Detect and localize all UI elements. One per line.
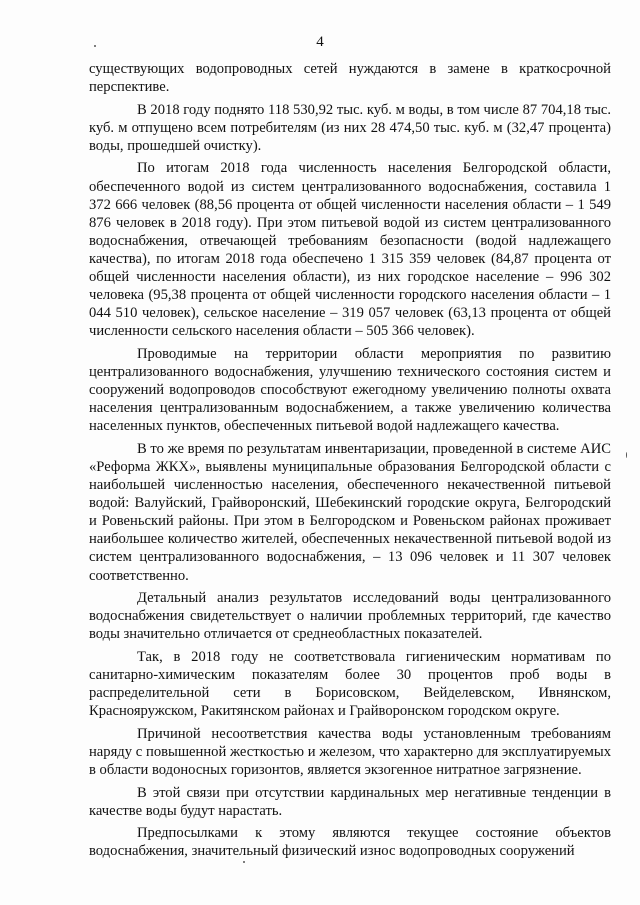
paragraph-inventory-results: В то же время по результатам инвентаризации, проведенной в системе АИС «Реформа ЖКХ», выявлены муниципальные образования Белгородской области с наибольшей численностью населения, обеспеченного некачественной питьевой водой: Валуйский, Грайворонский, Шебекинский городские округа, Белгородский и Ровеньский районы. При этом в Белгородском и Ровеньском районах проживает наибольшее количество жителей, обеспеченных некачественной питьевой водой из систем централизованного водоснабжения, – 13 096 человек и 11 307 человек соответственно. [89, 440, 611, 584]
scan-speck [94, 45, 96, 47]
paragraph-population-coverage: По итогам 2018 года численность населения Белгородской области, обеспеченного водой из систем централизованного водоснабжения, составила 1 372 666 человек (88,56 процента от общей численности населения области – 1 549 876 человек в 2018 году). При этом питьевой водой из систем централизованного водоснабжения, отвечающей требованиям безопасности (водой надлежащего качества), по итогам 2018 года обеспечено 1 315 359 человек (84,87 процента от общей численности населения области), из них городское население – 996 302 человека (95,38 процента от общей численности городского населения области – 1 044 510 человек), сельское население – 319 057 человек (63,13 процента от общей численности сельского населения области – 505 366 человек). [89, 160, 611, 340]
page-number: 4 [316, 34, 324, 50]
document-body [89, 60, 611, 865]
paragraph-trends: В этой связи при отсутствии кардинальных мер негативные тенденции в качестве воды будут нарастать. [89, 784, 611, 819]
paragraph-2018-samples: Так, в 2018 году не соответствовала гигиеническим нормативам по санитарно-химическим показателям более 30 процентов проб воды в распределительной сети в Борисовском, Вейделевском, Ивнянском, Краснояружском, Ракитянском районах и Грайворонском городском округе. [89, 648, 611, 720]
scan-speck [243, 861, 245, 863]
paragraph-prerequisites: Предпосылками к этому являются текущее состояние объектов водоснабжения, значительный физический износ водопроводных сооружений [89, 825, 611, 860]
paragraph-measures: Проводимые на территории области мероприятия по развитию централизованного водоснабжения, улучшению технического состояния систем и сооружений водопроводов способствуют ежегодному увеличению полноты охвата населения централизованным водоснабжением, а также увеличению количества населенных пунктов, обеспеченных питьевой водой надлежащего качества. [89, 345, 611, 435]
paragraph-detailed-analysis: Детальный анализ результатов исследований воды централизованного водоснабжения свидетельствует о наличии проблемных территорий, где качество воды значительно отличается от среднеобластных показателей. [89, 590, 611, 643]
scan-speck [626, 452, 627, 458]
paragraph-continuation: существующих водопроводных сетей нуждаются в замене в краткосрочной перспективе. [89, 61, 611, 96]
paragraph-causes: Причиной несоответствия качества воды установленным требованиям наряду с повышенной жесткостью и железом, что характерно для эксплуатируемых в области водоносных горизонтов, является экзогенное нитратное загрязнение. [89, 725, 611, 778]
paragraph-water-volume: В 2018 году поднято 118 530,92 тыс. куб. м воды, в том числе 87 704,18 тыс. куб. м отпущено всем потребителям (из них 28 474,50 тыс. куб. м (32,47 процента) воды, прошедшей очистку). [89, 101, 611, 154]
